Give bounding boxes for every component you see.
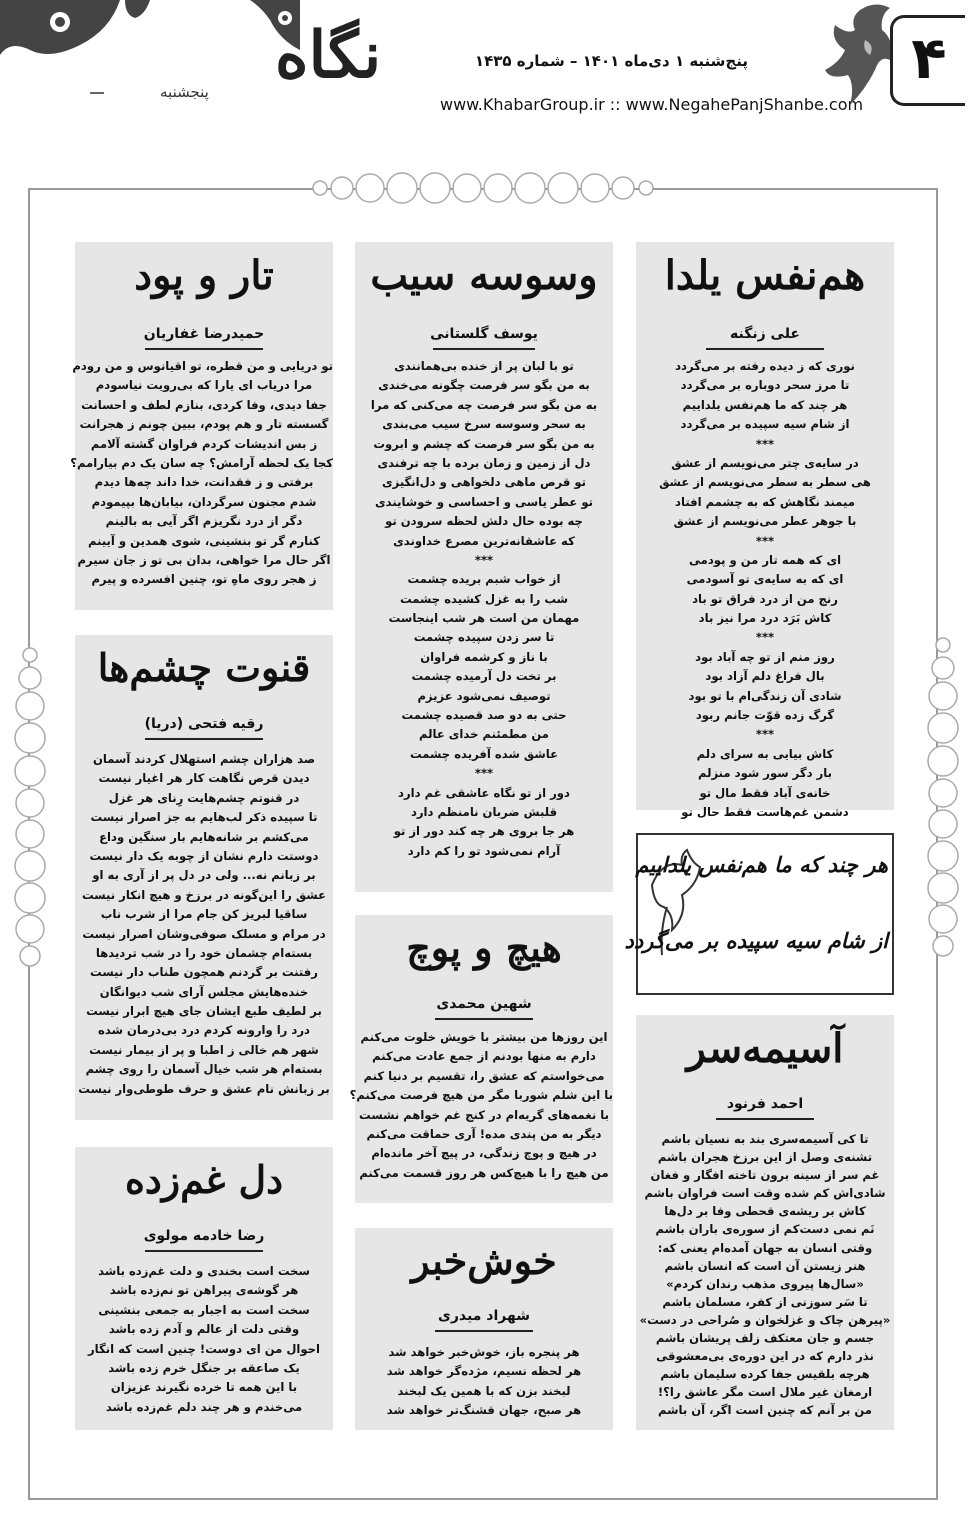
poem-line: گسسته تار و هم پودم، ببین چونم ز هجرانت (79, 417, 329, 432)
poem-line: بسته‌ام چشمان خود را در شب تردیدها (95, 945, 313, 960)
poem-line: قلبش ضربان نامنظم دارد (410, 804, 558, 819)
poem-line: شدم مجنون سرگردان، بیابان‌ها بپیمودم (91, 494, 317, 509)
poem-body (636, 357, 894, 822)
poem-line: با این شلم شوربا مگر من هیچ فرصت می‌کنم؟ (349, 1088, 613, 1103)
poem-line: تو قرص ماهی دلخواهی و دل‌انگیزی (381, 475, 587, 490)
divider (145, 348, 263, 350)
circle-chain-top (300, 170, 670, 206)
poem-line: من مطمئنم خدای عالم (419, 727, 549, 742)
poem-line: تو با لبان پر از خنده بی‌همانندی (394, 359, 574, 373)
poem-title: خوش‌خبر (411, 1238, 557, 1283)
poem-line: با ناز و کرشمه فراوان (420, 649, 548, 664)
poem-author: علی زنگنه (730, 326, 800, 342)
poem-line: بسته‌ام هر شب خیال آسمان را روی چشم (85, 1062, 323, 1077)
poem-line: خانه‌ی آباد فقط مال تو (699, 785, 831, 800)
pull-quote-line-2: از شام سیه سپیده بر می‌گردد (624, 928, 888, 953)
poem-line: با این همه تا خرده نگیرند عزیزان (110, 1380, 298, 1395)
poem-line: به سحر وسوسه سرخ سیب می‌بندی (382, 417, 586, 432)
divider (145, 738, 263, 740)
pull-quote-line-1: هر چند که ما هم‌نفس یلداییم (635, 852, 888, 877)
poem-body (70, 357, 333, 590)
poem-line: ز هجر روی ماهِ تو، چنین افسرده و پیرم (91, 572, 317, 587)
poem-line: بر زبانم نه... ولی در دل پر از آری به او (92, 868, 316, 883)
poem-line: هی سطر به سطر می‌نویسم از عشق (659, 475, 871, 490)
poem-author: رقیه فتحی (دریا) (144, 716, 264, 732)
poem-line: هر چند که ما هم‌نفس یلداییم (682, 397, 848, 412)
poem-line: اگر حال مرا خواهی، بدان بی تو ز جان سیرم (77, 552, 331, 567)
poem-line: ز بس اندیشات کردم فراوان گشته آلامم (90, 436, 318, 451)
poem-line: دور از تو نگاه عاشقی غم دارد (398, 785, 570, 800)
divider (435, 1018, 533, 1020)
poem-line: سخت است بخندی و دلت غم‌زده باشد (98, 1264, 310, 1278)
poem-line: می‌خواستم که عشق را، تقسیم بر دنیا کنم (363, 1068, 605, 1083)
poem-line: گرگ زده قوّت جانم ربود (695, 708, 835, 723)
poem-line: به من بگو سر فرصت چه می‌کنی که مرا (370, 397, 598, 412)
poem-line: هر جا بروی هر چه کند دور از تو (393, 824, 575, 839)
poem-line: تو عطر یاسی و احساسی و خوشایندی (375, 494, 593, 509)
poem-line: آرام نمی‌شود تو را کم دارد (407, 843, 561, 858)
poem-line: کاش بیایی به سرای دلم (696, 746, 834, 761)
poem-line: با نغمه‌های گریه‌ام در کنج غم خواهم نشست (359, 1107, 609, 1122)
poem-line: میمند نگاهش که به چشمم افتاد (675, 494, 855, 509)
poem-title: دل غم‌زده (124, 1157, 284, 1202)
poem-line: لبخند بزن که با همین یک لبخند (397, 1383, 571, 1398)
poem-line: شب را به غزل کشیده چشمت (399, 591, 569, 606)
poem-line: احوال من ای دوست! چنین است که انگار (88, 1341, 320, 1356)
poem-line: شادی آن زندگی‌ام با تو بود (688, 688, 842, 703)
stanza-separator: *** (474, 766, 494, 781)
poem-line: وقتی انسان به جهان آمده‌ام یعنی که: (657, 1240, 873, 1255)
poem-line: از شام سیه سپیده بر می‌گردد (680, 417, 850, 432)
stanza-separator: *** (474, 552, 494, 567)
poem-line: غم سر از سینه برون تاخته افگار و فغان (650, 1168, 880, 1183)
poem-line: هنر زیستن آن است که انسان باشم (664, 1258, 866, 1273)
poem-line: تا سپیده ذکر لب‌هایم به جز اصرار نیست (90, 810, 318, 825)
poem-title: قنوت چشم‌ها (97, 645, 311, 690)
poem-line: دوستت دارم نشان از چوبه یک دار نیست (89, 848, 319, 863)
poem-line: که عاشقانه‌ترین مصرع خداوندی (393, 533, 575, 548)
logo-mark (90, 15, 382, 105)
poem-line: جسم و جان معتکف زلف پریشان باشم (655, 1331, 875, 1346)
poem-line: عاشق شده آفریده چشمت (409, 746, 559, 761)
poem-line: جفا دیدی، وفا کردی، بنازم لطف و احسانت (81, 397, 327, 412)
poem-line: برفتی و ز فقدانت، خدا داند چه‌ها دیدم (94, 475, 314, 490)
poem-line: ارمغان غیر ملال است مگر عاشق را؟! (657, 1385, 873, 1400)
poem-author: احمد فرنود (726, 1096, 804, 1112)
poem-line: توصیف نمی‌شود عزیزم (417, 688, 551, 703)
poem-line: بر زبانش نام عشق و حرف طوطی‌وار نیست (78, 1081, 330, 1096)
poem-line: شادی‌اش کم شده وقت است فراوان باشم (644, 1186, 886, 1201)
poem-line: ای که به سایه‌ی تو آسودمی (686, 572, 844, 587)
poem-line: چه بوده حال دلش لحظه سرودن تو (385, 514, 583, 529)
poem-line: روز منم از تو چه آباد بود (695, 649, 835, 664)
poem-line: نَم نمی دست‌کم از سوره‌ی باران باشم (655, 1222, 875, 1237)
poem-body (355, 1343, 613, 1421)
poem-body (636, 1130, 894, 1420)
poem-author: رضا خادمه مولوی (143, 1228, 265, 1244)
poem-line: تا مرز سحر دوباره بر می‌گردد (680, 378, 850, 393)
divider (706, 348, 824, 350)
divider (435, 1330, 533, 1332)
divider (716, 1118, 814, 1120)
poem-title: هم‌نفس یلدا (664, 252, 866, 299)
website-links[interactable]: www.KhabarGroup.ir :: www.NegahePanjShanbe.com (440, 95, 864, 114)
poem-author: شهراد میدری (438, 1308, 530, 1324)
poem-author: یوسف گلستانی (430, 326, 538, 342)
poem-line: بال فراغ دلم آزاد بود (705, 669, 825, 684)
poem-line: دیگر به من پندی مده! آری حماقت می‌کنم (366, 1126, 602, 1141)
poem-line: عشق را این‌گونه در برزخ و هیچ انکار نیست (81, 887, 327, 902)
poem-line: هر گوشه‌ی پیراهن تو نم‌زده باشد (109, 1283, 299, 1298)
poem-line: دارم به منها بودنم از جمع عادت می‌کنم (372, 1049, 596, 1064)
poem-title: وسوسه سیب (370, 252, 598, 299)
divider (145, 1250, 263, 1252)
poem-line: نذر دارم که در این دوره‌ی بی‌معشوقی (656, 1349, 874, 1364)
poem-line: با جوهر عطر می‌نویسم از عشق (673, 514, 857, 529)
poem-line: سخت است به اجبار به جمعی بنشینی (98, 1302, 310, 1317)
poem-line: تو دریایی و من قطره، تو اقیانوس و من رودم (72, 359, 333, 373)
circle-chain-right (925, 630, 961, 980)
poem-line: خنده‌هایش مجلس آرای شب دیوانگان (99, 984, 309, 999)
issue-info: پنج‌شنبه ۱ دی‌ماه ۱۴۰۱ – شماره ۱۴۳۵ (474, 52, 748, 70)
poem-line: هر صبح، جهان قشنگ‌تر خواهد شد (386, 1403, 582, 1418)
poem-line: ای که همه تار من و پودمی (688, 552, 842, 567)
page-number: ۴ (890, 15, 965, 106)
poem-line: در مرام و مسلک صوفی‌وشان اصرار نیست (82, 926, 326, 941)
poem-line: تشنه‌ی وصل از این برزخ هجران باشم (657, 1150, 873, 1165)
poem-line: دیدن قرص نگاهت کار هر اغیار نیست (98, 771, 310, 786)
poem-line: در هیچ و پوچ زندگی، در پیچ آخر مانده‌ام (371, 1146, 597, 1161)
stanza-separator: *** (755, 436, 775, 451)
poem-line: هرچه بلقیس جفا کرده سلیمان باشم (660, 1367, 870, 1382)
poem-line: وقتی دلت از عالم و آدم زده باشد (108, 1322, 300, 1337)
poem-author: شهین محمدی (436, 996, 532, 1012)
poem-line: دل از زمین و زمان برده با چه ترفندی (377, 455, 591, 470)
poem-body (75, 750, 333, 1099)
poem-line: بر لطیف طبع ایشان جای هیچ ابرار نیست (86, 1004, 322, 1019)
poem-line: درد را وارونه کردم درد بی‌درمان شده (98, 1023, 310, 1038)
poem-line: از خواب شبم بریده چشمت (407, 572, 561, 587)
poem-line: در قنوتم چشم‌هایت رِنای هر غزل (108, 790, 300, 805)
poem-line: این روزها من بیشتر با خویش خلوت می‌کنم (360, 1030, 608, 1044)
poem-line: دگر از درد نگریزم اگر آیی به بالینم (105, 514, 303, 529)
poem-line: یک صاعقه بر جنگل خرم زده باشد (108, 1360, 300, 1375)
poem-line: کاش بَرَد درد مرا نیز باد (698, 611, 832, 626)
poem-line: من بر آنم که چنین است اگر، آن باشم (658, 1403, 872, 1418)
poem-title: هیچ و پوچ (406, 925, 562, 970)
poem-line: رنج من از درد فراق تو باد (692, 591, 838, 606)
poem-line: بار دگر سور شود منزلم (698, 766, 832, 781)
poem-body (349, 1028, 613, 1183)
poem-line: کجا یک لحظه آرامش؟ چه سان یک دم بیارامم؟ (70, 455, 333, 470)
poem-line: تا سر زدن سپیده چشمت (413, 630, 555, 645)
poem-author: حمیدرضا غفاریان (143, 326, 265, 342)
poem-line: شهر هم خالی ز اطبا و پر از بیمار نیست (89, 1042, 319, 1057)
poem-title: آسیمه‌سر (686, 1025, 844, 1072)
poem-line: بر تخت دل آرمیده چشمت (411, 669, 557, 684)
poem-line: مهمان من است هر شب اینجاست (388, 611, 580, 626)
phoenix-icon (820, 0, 900, 110)
svg-text:پنجشنبه: پنجشنبه (160, 83, 209, 101)
newspaper-logo (90, 15, 382, 105)
poem-line: هر پنجره باز، خوش‌خبر خواهد شد (388, 1345, 580, 1359)
poem-line: دشمن غم‌هاست فقط حال تو (681, 804, 849, 819)
stanza-separator: *** (755, 727, 775, 742)
svg-text:نگاه: نگاه (275, 18, 382, 93)
poem-line: «سال‌ها پیروی مذهب رندان کردم» (666, 1276, 864, 1291)
poem-line: رفتنت بر گردنم همچون طناب دار نیست (90, 965, 318, 980)
poem-line: می‌کشم بر شانه‌هایم بار سنگین وداع (99, 829, 309, 844)
poem-line: به من بگو سر فرصت که چشم و ابروت (373, 436, 595, 451)
poem-line: هر لحظه نسیم، مژده‌گر خواهد شد (386, 1364, 582, 1379)
poem-line: تا کی آسیمه‌سری بند به نسیان باشم (661, 1132, 869, 1146)
poem-line: ساقیا لبریز کن جام مرا از شرب ناب (100, 907, 308, 922)
poem-line: تا سَر سوزنی از کفر، مسلمان باشم (662, 1294, 868, 1309)
circle-chain-left (12, 640, 48, 980)
poem-title: تار و پود (134, 252, 274, 299)
stanza-separator: *** (755, 533, 775, 548)
poem-line: نوری که ز دیده رفته بر می‌گردد (675, 359, 855, 373)
poem-line: حتی به دو صد قصیده چشمت (401, 708, 567, 723)
poem-line: می‌خندم و هر چند دلم غم‌زده باشد (105, 1399, 303, 1414)
poem-line: به من بگو سر فرصت چگونه می‌خندی (378, 378, 590, 393)
poem-line: «پیرهن چاک و غزلخوان و صُراحی در دست» (639, 1312, 891, 1327)
poem-line: کنارم گر تو بنشینی، شوی همدین و آیینم (88, 533, 320, 548)
poem-line: مرا دریاب ای یارا که بی‌رویت نیاسودم (95, 378, 313, 393)
poem-line: من هیچ را با هیچ‌کس هر روز قسمت می‌کنم (359, 1165, 609, 1180)
poem-line: کاش بر ریشه‌ی قحطی وفا بر دل‌ها (664, 1204, 866, 1219)
poem-body (75, 1262, 333, 1417)
poem-body (355, 357, 613, 861)
poem-line: صد هزاران چشم استهلال کردند آسمان (92, 752, 316, 766)
stanza-separator: *** (755, 630, 775, 645)
divider (433, 348, 535, 350)
poem-line: در سایه‌ی چتر می‌نویسم از عشق (671, 455, 859, 470)
